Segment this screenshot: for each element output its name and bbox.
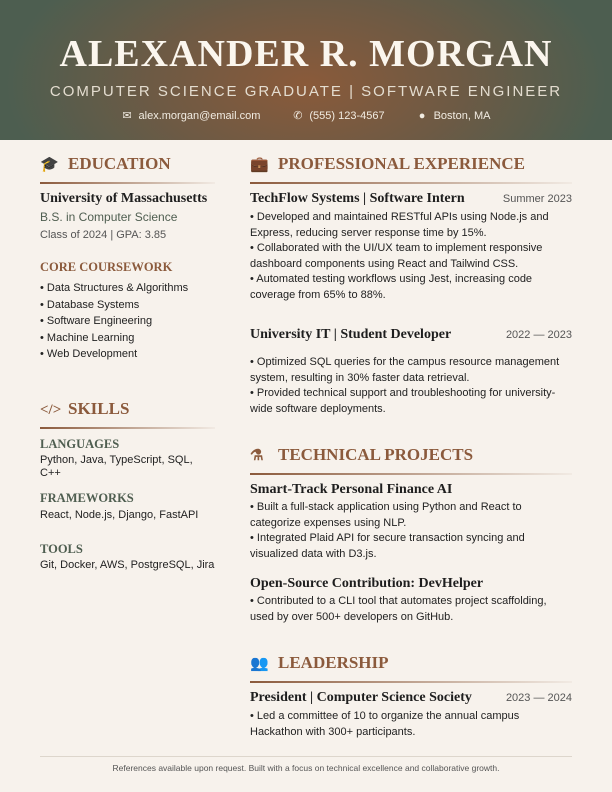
job-date: 2022 — 2023 [505, 329, 572, 341]
bullet: • Built a full-stack application using Python and React to categorize expenses using NLP. [250, 501, 522, 529]
project-title: Open-Source Contribution: DevHelper [250, 576, 484, 591]
flask-icon: ⚗ [250, 448, 264, 464]
bullet: • Collaborated with the UI/UX team to implement responsive dashboard components using React and Tailwind CSS. [250, 242, 543, 270]
skill-group-label: FRAMEWORKS [40, 490, 134, 505]
location: Boston, MA [433, 110, 491, 122]
header [0, 0, 612, 140]
job-title: TechFlow Systems | Software Intern [250, 191, 465, 206]
phone[interactable]: (555) 123-4567 [309, 110, 385, 122]
briefcase-icon: 💼 [250, 157, 269, 173]
project-bullets [250, 594, 572, 625]
leadership-bullets [250, 709, 572, 740]
divider [40, 182, 215, 184]
school-name: University of Massachusetts [40, 191, 208, 206]
bullet: • Integrated Plaid API for secure transaction syncing and visualized data with D3.js. [250, 532, 525, 560]
project-entry [250, 482, 572, 562]
skill-group-value: React, Node.js, Django, FastAPI [40, 508, 199, 521]
candidate-name: ALEXANDER R. MORGAN [59, 33, 553, 75]
experience-heading: 💼 PROFESSIONAL EXPERIENCE [250, 154, 526, 173]
bullet: • Optimized SQL queries for the campus resource management system, resulting in 30% faster data retrieval. [250, 356, 560, 384]
phone-icon: ✆ [293, 110, 303, 122]
divider [40, 427, 215, 429]
map-pin-icon: ● [418, 110, 426, 122]
project-title: Smart-Track Personal Finance AI [250, 482, 453, 497]
project-bullets [250, 500, 572, 562]
divider [250, 681, 572, 683]
candidate-title: COMPUTER SCIENCE GRADUATE | SOFTWARE ENGINEER [49, 83, 563, 100]
bullet: • Led a committee of 10 to organize the annual campus Hackathon with 300+ participants. [250, 710, 520, 738]
list-item: • Software Engineering [40, 315, 153, 327]
right-column [250, 140, 572, 740]
list-item: • Database Systems [40, 298, 140, 311]
left-column [40, 140, 215, 740]
email[interactable]: alex.morgan@email.com [138, 110, 261, 122]
list-item: • Machine Learning [40, 331, 135, 344]
divider [250, 473, 572, 475]
education-heading: 🎓 EDUCATION [40, 154, 171, 173]
coursework-heading: CORE COURSEWORK [40, 260, 173, 274]
education-details: Class of 2024 | GPA: 3.85 [40, 228, 167, 241]
bullet: • Automated testing workflows using Jest, increasing code coverage from 65% to 88%. [250, 273, 533, 301]
job-entry [250, 327, 572, 417]
coursework-list [40, 280, 215, 363]
job-bullets [250, 210, 572, 303]
skill-group-value: Python, Java, TypeScript, SQL, C++ [40, 453, 193, 479]
content-columns [0, 140, 612, 740]
degree: B.S. in Computer Science [40, 210, 178, 224]
envelope-icon: ✉ [122, 110, 132, 122]
bullet: • Provided technical support and troubleshooting for university-wide software deployments. [250, 387, 556, 415]
skill-group-label: LANGUAGES [40, 436, 120, 451]
divider [250, 182, 572, 184]
project-entry [250, 576, 572, 625]
skill-group-value: Git, Docker, AWS, PostgreSQL, Jira [40, 559, 215, 571]
leadership-heading: 👥 LEADERSHIP [250, 653, 389, 672]
skills-heading: </> SKILLS [40, 398, 130, 418]
users-icon: 👥 [250, 656, 269, 672]
job-date: Summer 2023 [502, 193, 572, 205]
job-entry [250, 191, 572, 303]
list-item: • Data Structures & Algorithms [40, 282, 189, 294]
contact-info [0, 109, 612, 123]
graduation-cap-icon: 🎓 [40, 157, 59, 173]
list-item: • Web Development [40, 348, 138, 360]
projects-heading: ⚗ TECHNICAL PROJECTS [250, 445, 474, 464]
footer-note: References available upon request. Built with a focus on technical excellence and collaborative growth. [40, 756, 572, 784]
leadership-title: President | Computer Science Society [250, 690, 472, 705]
leadership-date: 2023 — 2024 [505, 692, 572, 704]
code-icon: </> [40, 401, 62, 418]
job-title: University IT | Student Developer [250, 327, 452, 342]
bullet: • Developed and maintained RESTful APIs using Node.js and Express, reducing server response time by 15%. [250, 211, 549, 239]
bullet: • Contributed to a CLI tool that automates project scaffolding, used by over 500+ developers on GitHub. [250, 595, 547, 623]
skill-group-label: TOOLS [40, 542, 83, 556]
job-bullets [250, 355, 572, 417]
